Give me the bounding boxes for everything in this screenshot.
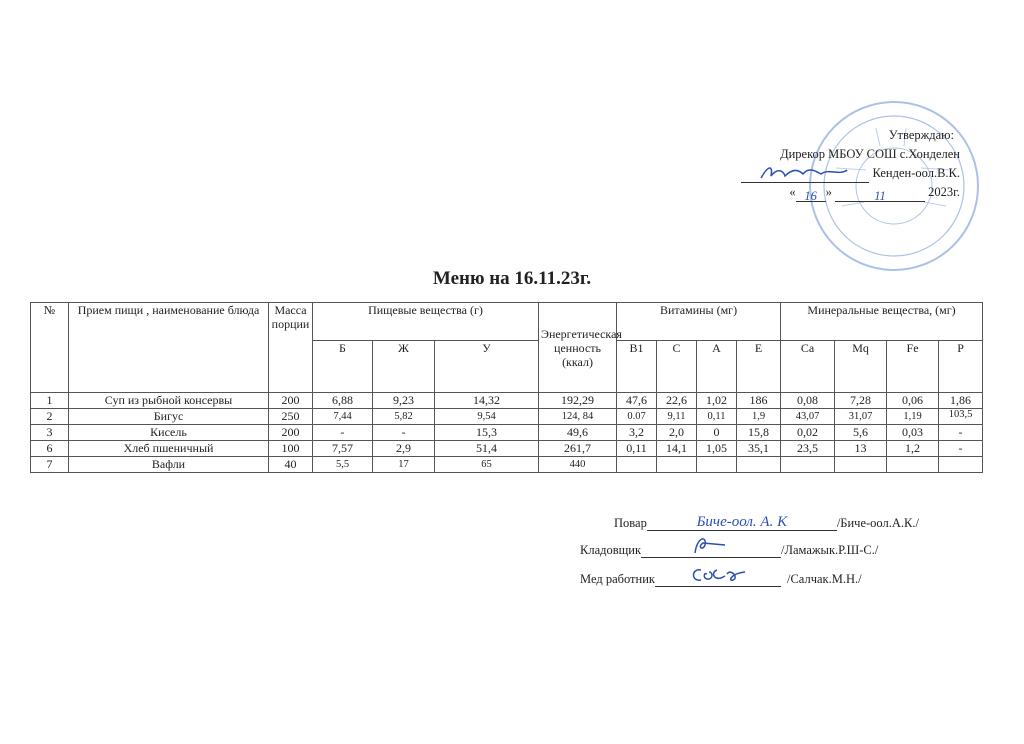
table-row: [31, 425, 983, 441]
table-cell: 1,05: [697, 441, 737, 457]
table-cell: 250: [269, 409, 313, 425]
table-cell: 5,5: [313, 457, 373, 473]
table-cell: 0.07: [617, 409, 657, 425]
subheader-c: C: [657, 341, 697, 393]
header-energy: Энергетическая ценность (ккал): [539, 303, 617, 393]
cook-signature: Биче-оол. А. К: [647, 514, 837, 531]
subheader-b1: B1: [617, 341, 657, 393]
table-cell: 440: [539, 457, 617, 473]
staff-role: Повар: [614, 516, 647, 530]
menu-table-body: [31, 393, 983, 473]
table-cell: [697, 457, 737, 473]
header-meal: Прием пищи , наименование блюда: [69, 303, 269, 393]
table-cell: -: [939, 441, 983, 457]
table-row: [31, 409, 983, 425]
medic-signature-line: [655, 572, 781, 587]
table-cell: 14,32: [435, 393, 539, 409]
table-cell: 124, 84: [539, 409, 617, 425]
table-cell: 6: [31, 441, 69, 457]
medic-signature: [689, 562, 749, 586]
header-mass: Масса порции: [269, 303, 313, 393]
table-cell: 9,54: [435, 409, 539, 425]
table-cell: 17: [373, 457, 435, 473]
table-cell: 0,02: [781, 425, 835, 441]
table-cell: 15,8: [737, 425, 781, 441]
approval-heading: Утверждаю:: [888, 128, 954, 142]
storekeeper-signature: [691, 533, 731, 557]
table-cell: 1,19: [887, 409, 939, 425]
table-cell: 0,08: [781, 393, 835, 409]
staff-row-storekeeper: [580, 543, 919, 572]
page-title: Меню на 16.11.23г.: [432, 268, 592, 289]
table-cell: Хлеб пшеничный: [69, 441, 269, 457]
table-cell: 261,7: [539, 441, 617, 457]
header-vitamins: Витамины (мг): [617, 303, 781, 341]
approval-year: 2023г.: [928, 185, 960, 199]
subheader-fe: Fe: [887, 341, 939, 393]
table-cell: Бигус: [69, 409, 269, 425]
staff-name: /Салчак.М.Н./: [786, 572, 862, 586]
table-cell: 13: [835, 441, 887, 457]
table-cell: 192,29: [539, 393, 617, 409]
table-cell: 200: [269, 425, 313, 441]
staff-role: Мед работник: [580, 572, 655, 586]
staff-signatures: [580, 514, 919, 601]
storekeeper-signature-line: [641, 543, 781, 558]
table-cell: 9,23: [373, 393, 435, 409]
table-cell: 47,6: [617, 393, 657, 409]
table-cell: 103,5: [939, 409, 983, 425]
staff-role: Кладовщик: [580, 543, 642, 557]
table-cell: 3: [31, 425, 69, 441]
table-cell: 23,5: [781, 441, 835, 457]
date-quote-open: «: [789, 185, 796, 199]
table-cell: -: [313, 425, 373, 441]
approval-block: [700, 126, 960, 202]
table-cell: 0,03: [887, 425, 939, 441]
staff-name: /Биче-оол.А.К./: [836, 516, 919, 530]
subheader-zh: Ж: [373, 341, 435, 393]
subheader-ca: Ca: [781, 341, 835, 393]
subheader-u: У: [435, 341, 539, 393]
subheader-mq: Mq: [835, 341, 887, 393]
table-cell: 1,86: [939, 393, 983, 409]
staff-row-medic: [580, 572, 919, 601]
table-cell: [887, 457, 939, 473]
table-cell: -: [939, 425, 983, 441]
table-cell: 2,9: [373, 441, 435, 457]
table-cell: 7,44: [313, 409, 373, 425]
date-quote-close: »: [825, 185, 832, 199]
staff-row-cook: [580, 514, 919, 543]
table-cell: 1,2: [887, 441, 939, 457]
table-cell: Суп из рыбной консервы: [69, 393, 269, 409]
table-cell: 40: [269, 457, 313, 473]
table-cell: 7,28: [835, 393, 887, 409]
table-cell: 35,1: [737, 441, 781, 457]
table-row: [31, 393, 983, 409]
table-cell: 22,6: [657, 393, 697, 409]
table-cell: [835, 457, 887, 473]
table-cell: 65: [435, 457, 539, 473]
subheader-b: Б: [313, 341, 373, 393]
table-row: [31, 457, 983, 473]
table-cell: 2: [31, 409, 69, 425]
table-cell: [939, 457, 983, 473]
header-minerals: Минеральные вещества, (мг): [781, 303, 983, 341]
staff-name: /Ламажык.Р.Ш-С./: [781, 543, 879, 557]
table-cell: -: [373, 425, 435, 441]
table-cell: [617, 457, 657, 473]
header-nutrients: Пищевые вещества (г): [313, 303, 539, 341]
table-cell: Кисель: [69, 425, 269, 441]
table-cell: 0: [697, 425, 737, 441]
table-cell: 0,06: [887, 393, 939, 409]
header-num: №: [31, 303, 69, 393]
menu-table: [30, 302, 983, 473]
table-cell: 3,2: [617, 425, 657, 441]
table-cell: 6,88: [313, 393, 373, 409]
table-cell: 2,0: [657, 425, 697, 441]
table-cell: 100: [269, 441, 313, 457]
table-cell: 200: [269, 393, 313, 409]
table-cell: 1,9: [737, 409, 781, 425]
table-cell: 31,07: [835, 409, 887, 425]
subheader-a: A: [697, 341, 737, 393]
table-cell: 186: [737, 393, 781, 409]
table-cell: 7: [31, 457, 69, 473]
table-cell: 1,02: [697, 393, 737, 409]
director-name: Кенден-оол.В.К.: [872, 166, 960, 180]
table-cell: 15,3: [435, 425, 539, 441]
subheader-p: P: [939, 341, 983, 393]
table-cell: 5,82: [373, 409, 435, 425]
director-signature-line: [741, 168, 869, 183]
table-cell: 9,11: [657, 409, 697, 425]
table-cell: 0,11: [697, 409, 737, 425]
table-cell: [781, 457, 835, 473]
approval-month: 11: [835, 187, 925, 202]
director-title: Дирекор МБОУ СОШ с.Хонделен: [780, 147, 960, 161]
table-cell: 43,07: [781, 409, 835, 425]
table-cell: 51,4: [435, 441, 539, 457]
table-cell: 49,6: [539, 425, 617, 441]
table-cell: 1: [31, 393, 69, 409]
table-cell: 0,11: [617, 441, 657, 457]
table-cell: [657, 457, 697, 473]
director-signature: [759, 162, 849, 184]
table-cell: 7,57: [313, 441, 373, 457]
table-row: [31, 441, 983, 457]
table-cell: 5,6: [835, 425, 887, 441]
table-cell: [737, 457, 781, 473]
table-cell: Вафли: [69, 457, 269, 473]
subheader-e: E: [737, 341, 781, 393]
table-cell: 14,1: [657, 441, 697, 457]
approval-day: 16: [796, 187, 826, 202]
